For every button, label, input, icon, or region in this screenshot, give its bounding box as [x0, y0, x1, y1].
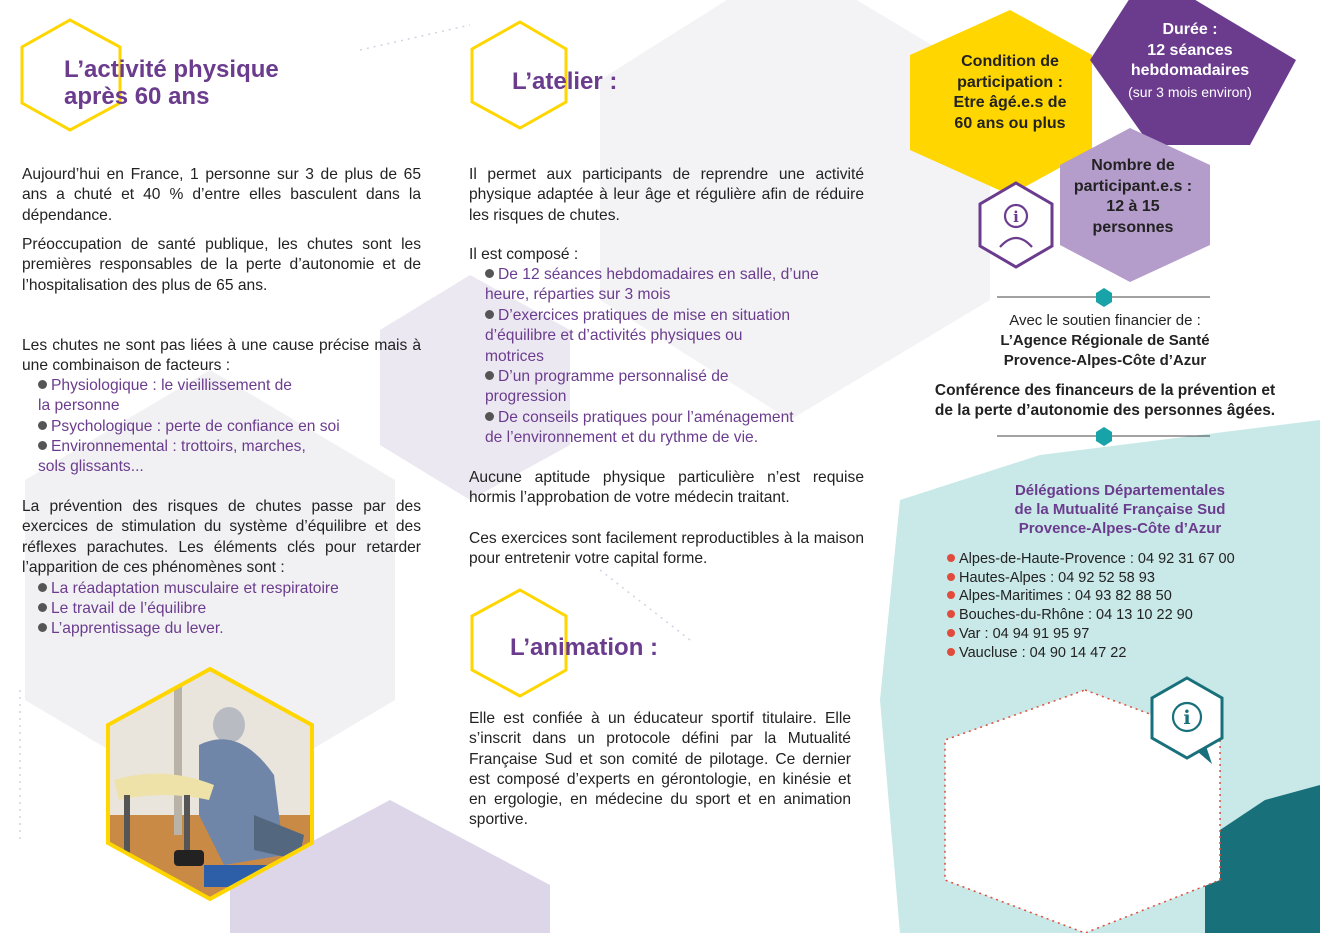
teal-diamond-icon: [1096, 288, 1112, 307]
soutien-block: [960, 311, 1250, 371]
department-item: Vaucluse : 04 90 14 47 22: [947, 644, 1235, 663]
factor-item-1: Physiologique : le vieillissement de la personne: [38, 377, 292, 415]
animation-para: Elle est confiée à un éducateur sportif titulaire. Elle s’inscrit dans un protocole défini par la Mutualité Française Sud et son comité de pilotage. Ce dernier est composé d’experts en gérontologie, en kinésie et en ergologie, en médecine du sport et en animation sportive.: [469, 710, 851, 829]
col1-title-line2: après 60 ans: [64, 83, 210, 110]
nombre-text: Nombre de participant.e.s : 12 à 15 personnes: [1073, 157, 1193, 236]
factor-item-2: Psychologique : perte de confiance en soi: [38, 417, 340, 437]
key-element-3: L’apprentissage du lever.: [38, 619, 224, 639]
atelier-item-4: De conseils pratiques pour l’aménagement de l’environnement et du rythme de vie.: [485, 409, 794, 447]
soutien-ars-1: L’Agence Régionale de Santé: [1000, 332, 1210, 349]
dotted-line-1: [360, 25, 470, 50]
info-bubble-icon: [1164, 693, 1210, 741]
animation-title: L’animation :: [510, 634, 659, 661]
key-element-2: Le travail de l’équilibre: [38, 599, 206, 619]
teal-diamond-icon-2: [1096, 427, 1112, 446]
svg-text:i: i: [1013, 208, 1019, 226]
col1-para1: Aujourd’hui en France, 1 personne sur 3 de plus de 65 ans a chuté et 40 % d’entre elles basculent dans la dépendance.: [22, 166, 421, 224]
department-item: Var : 04 94 91 95 97: [947, 625, 1235, 644]
atelier-para2: Aucune aptitude physique particulière n’est requise hormis l’approbation de votre médecin traitant.: [469, 469, 864, 507]
duree-text: Durée : 12 séances hebdomadaires (sur 3 mois environ): [1128, 21, 1252, 100]
bullet-icon: [485, 310, 494, 319]
atelier-item-1: De 12 séances hebdomadaires en salle, d’une heure, réparties sur 3 mois: [485, 266, 819, 304]
col1-para2: Préoccupation de santé publique, les chutes sont les premières responsables de la perte d’autonomie et de l’hospitalisation des plus de 65 ans.: [22, 236, 421, 294]
bullet-icon: [485, 412, 494, 421]
bullet-icon: [38, 441, 47, 450]
department-list: [947, 550, 1235, 662]
bullet-icon: [485, 371, 494, 380]
department-item: Alpes-de-Haute-Provence : 04 92 31 67 00: [947, 550, 1235, 569]
col1-para3: Les chutes ne sont pas liées à une cause précise mais à une combinaison de facteurs :: [22, 337, 421, 375]
col1-title: [64, 56, 279, 110]
atelier-title: L’atelier :: [512, 68, 618, 95]
bullet-icon: [38, 380, 47, 389]
atelier-item-3: D’un programme personnalisé de progression: [485, 368, 729, 406]
bullet-icon: [485, 269, 494, 278]
department-item: Alpes-Maritimes : 04 93 82 88 50: [947, 587, 1235, 606]
exercise-photo: [104, 665, 316, 903]
bullet-icon: [38, 421, 47, 430]
condition-text: Condition de participation : Etre âgé.e.s de 60 ans ou plus: [953, 53, 1067, 132]
bullet-icon: [947, 648, 955, 656]
factor-item-3: Environnemental : trottoirs, marches, sols glissants...: [38, 438, 306, 476]
info-person-icon: [988, 193, 1044, 257]
bullet-icon: [38, 603, 47, 612]
col1-title-line1: L’activité physique: [64, 56, 279, 83]
bullet-icon: [947, 554, 955, 562]
bullet-icon: [38, 623, 47, 632]
atelier-composed: Il est composé :: [469, 246, 579, 263]
bullet-icon: [38, 583, 47, 592]
atelier-item-2: D’exercices pratiques de mise en situation d’équilibre et d’activités physiques ou motrices: [485, 307, 791, 365]
delegations-title: Délégations Départementales de la Mutualité Française Sud Provence-Alpes-Côte d’Azur: [1014, 482, 1226, 537]
atelier-para3: Ces exercices sont facilement reproductibles à la maison pour entretenir votre capital forme.: [469, 530, 864, 568]
col1-para4: La prévention des risques de chutes passe par des exercices de stimulation du système d’équilibre et des réflexes parachutes. Les éléments clés pour retarder l’apparition de ces phénomènes sont :: [22, 498, 421, 576]
atelier-para1: Il permet aux participants de reprendre une activité physique adaptée à leur âge et régulière afin de réduire les risques de chutes.: [469, 166, 864, 224]
soutien-ars-2: Provence-Alpes-Côte d’Azur: [1003, 352, 1207, 369]
svg-text:i: i: [1183, 707, 1191, 729]
bullet-icon: [947, 610, 955, 618]
bullet-icon: [947, 629, 955, 637]
department-item: Hautes-Alpes : 04 92 52 58 93: [947, 569, 1235, 588]
key-element-1: La réadaptation musculaire et respiratoire: [38, 579, 339, 599]
bullet-icon: [947, 573, 955, 581]
department-item: Bouches-du-Rhône : 04 13 10 22 90: [947, 606, 1235, 625]
conference-block: Conférence des financeurs de la prévention et de la perte d’autonomie des personnes âgées.: [934, 382, 1276, 419]
bullet-icon: [947, 591, 955, 599]
dotted-line-2: [600, 570, 690, 640]
soutien-intro: Avec le soutien financier de :: [1009, 312, 1201, 329]
